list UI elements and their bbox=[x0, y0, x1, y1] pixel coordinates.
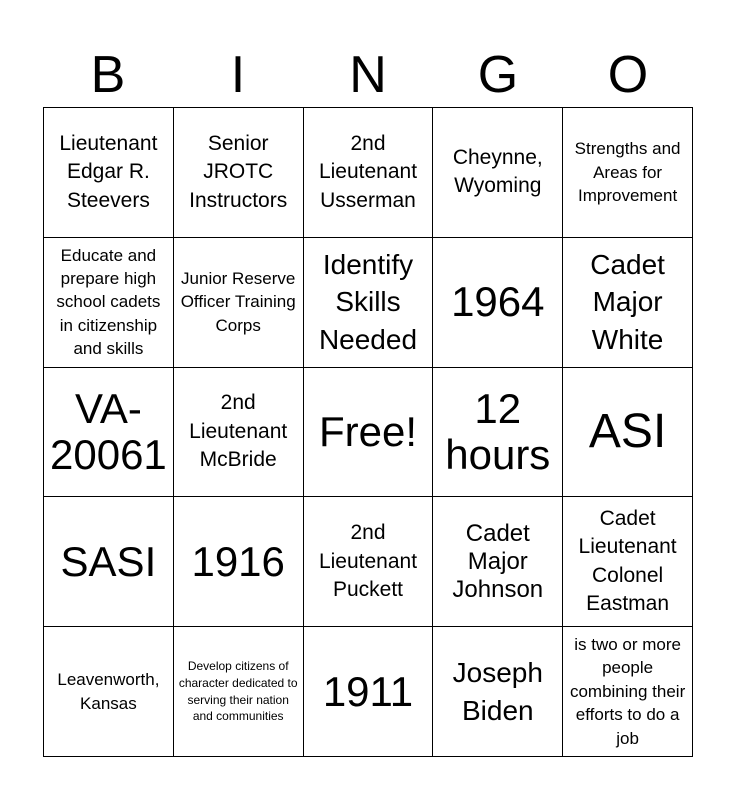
cell-text: ASI bbox=[588, 404, 667, 458]
cell-text: 2nd Lieutenant McBride bbox=[189, 391, 288, 472]
header-letter-i: I bbox=[230, 46, 246, 104]
bingo-header bbox=[43, 42, 693, 108]
bingo-cell[interactable] bbox=[433, 108, 563, 238]
bingo-cell[interactable] bbox=[304, 238, 434, 368]
bingo-cell[interactable] bbox=[433, 497, 563, 627]
bingo-cell[interactable] bbox=[563, 108, 693, 238]
cell-text: Cadet Major Johnson bbox=[452, 520, 544, 603]
cell-text: Lieutenant Edgar R. Steevers bbox=[59, 131, 158, 212]
bingo-board bbox=[43, 107, 693, 757]
bingo-cell[interactable] bbox=[563, 368, 693, 498]
bingo-cell[interactable] bbox=[174, 108, 304, 238]
bingo-cell[interactable] bbox=[433, 627, 563, 757]
bingo-cell[interactable] bbox=[304, 627, 434, 757]
cell-text: Free! bbox=[318, 407, 417, 455]
header-letter-o: O bbox=[607, 46, 649, 104]
cell-text: 1916 bbox=[191, 537, 285, 585]
cell-text: SASI bbox=[60, 537, 157, 585]
cell-text: 1911 bbox=[322, 667, 414, 715]
bingo-cell[interactable] bbox=[174, 627, 304, 757]
cell-text: 12 hours bbox=[445, 384, 551, 478]
bingo-cell[interactable] bbox=[563, 238, 693, 368]
cell-text: Develop citizens of character dedicated to serving their nation and communities bbox=[178, 659, 298, 724]
bingo-cell[interactable] bbox=[433, 368, 563, 498]
cell-text: VA-20061 bbox=[50, 384, 167, 478]
bingo-cell[interactable] bbox=[44, 627, 174, 757]
cell-text: 1964 bbox=[451, 278, 545, 326]
bingo-cell[interactable] bbox=[174, 238, 304, 368]
bingo-cell[interactable] bbox=[44, 497, 174, 627]
bingo-cell[interactable] bbox=[44, 238, 174, 368]
bingo-cell[interactable] bbox=[304, 108, 434, 238]
bingo-cell-free[interactable] bbox=[304, 368, 434, 498]
header-letter-g: G bbox=[477, 46, 519, 104]
header-letter-b: B bbox=[90, 46, 126, 104]
cell-text: Cheynne, Wyoming bbox=[452, 146, 543, 198]
header-letter-n: N bbox=[349, 46, 387, 104]
cell-text: Cadet Lieutenant Colonel Eastman bbox=[578, 507, 677, 616]
cell-text: Cadet Major White bbox=[590, 248, 665, 356]
cell-text: Senior JROTC Instructors bbox=[189, 131, 288, 212]
bingo-cell[interactable] bbox=[174, 368, 304, 498]
bingo-cell[interactable] bbox=[44, 108, 174, 238]
bingo-cell[interactable] bbox=[304, 497, 434, 627]
bingo-cell[interactable] bbox=[433, 238, 563, 368]
cell-text: Joseph Biden bbox=[452, 656, 543, 726]
cell-text: Identify Skills Needed bbox=[318, 248, 418, 356]
cell-text: 2nd Lieutenant Usserman bbox=[318, 131, 418, 212]
bingo-cell[interactable] bbox=[44, 368, 174, 498]
bingo-cell[interactable] bbox=[174, 497, 304, 627]
cell-text: Leavenworth, Kansas bbox=[57, 670, 160, 713]
cell-text: Educate and prepare high school cadets in citizenship and skills bbox=[56, 245, 161, 359]
bingo-cell[interactable] bbox=[563, 627, 693, 757]
cell-text: 2nd Lieutenant Puckett bbox=[318, 521, 418, 601]
bingo-cell[interactable] bbox=[563, 497, 693, 627]
cell-text: is two or more people combining their efforts to do a job bbox=[569, 634, 686, 748]
cell-text: Strengths and Areas for Improvement bbox=[574, 139, 681, 206]
cell-text: Junior Reserve Officer Training Corps bbox=[180, 269, 296, 335]
